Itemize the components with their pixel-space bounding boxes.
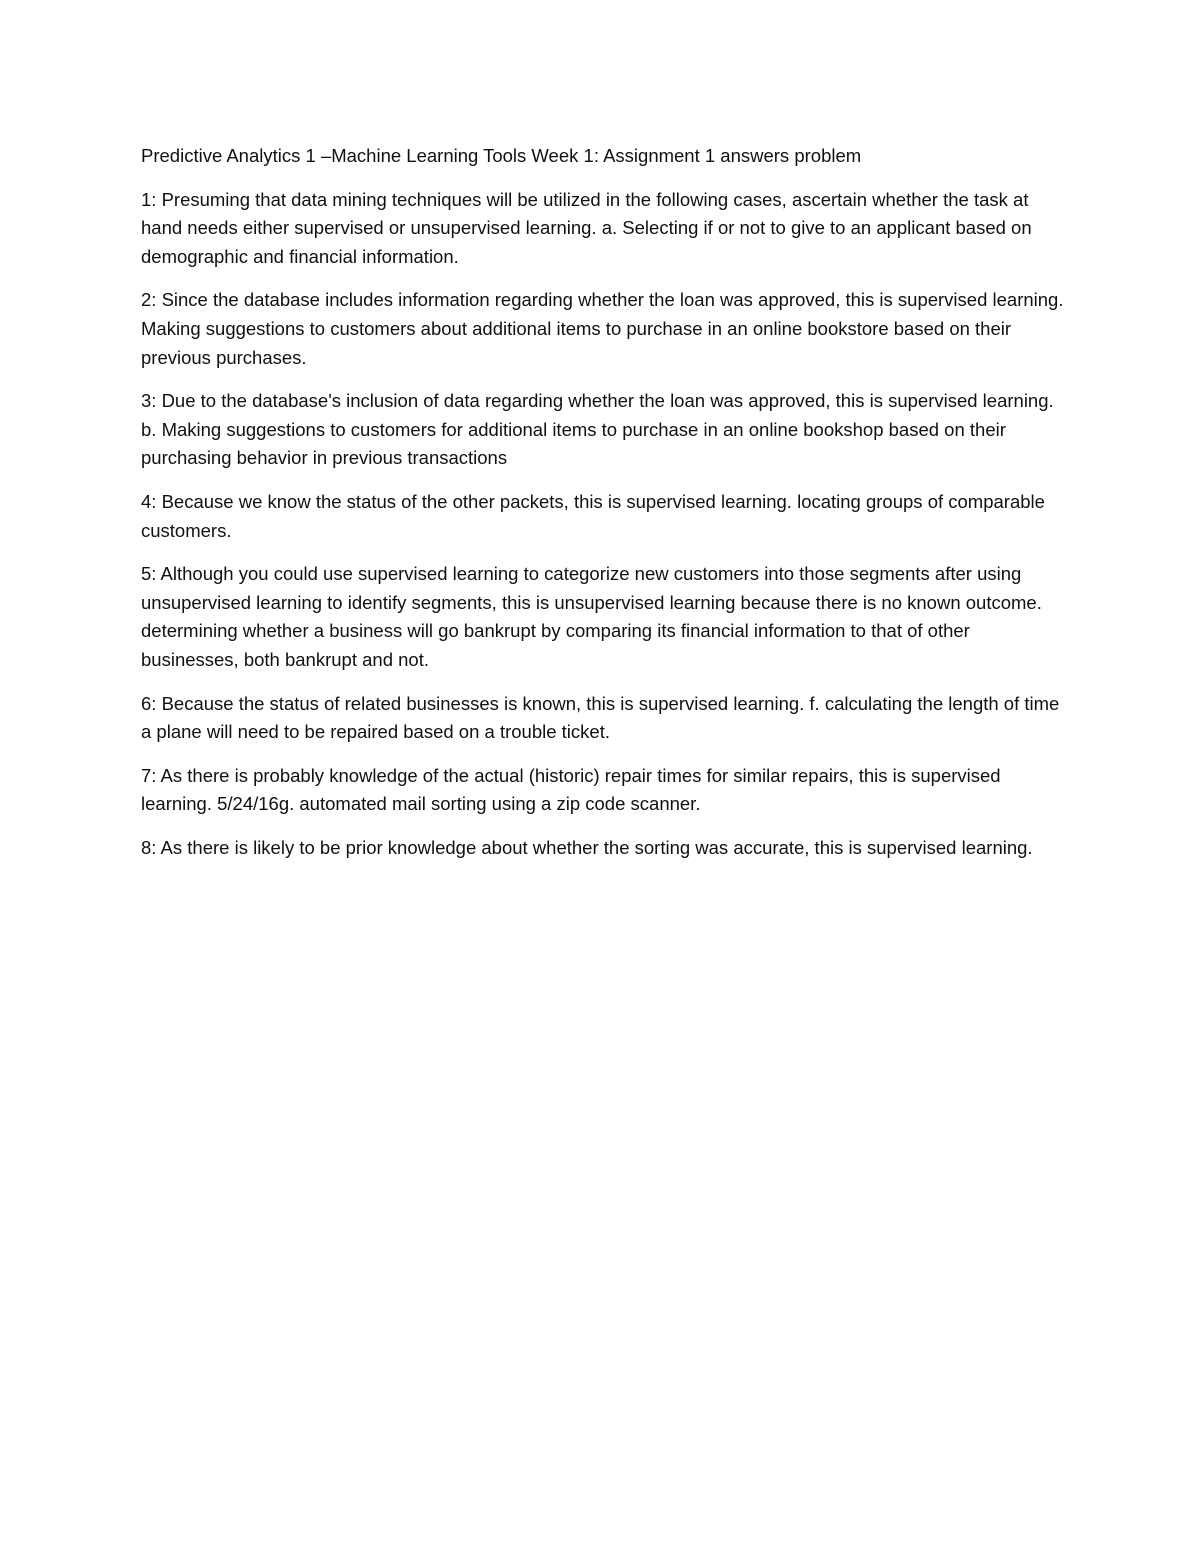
document-body	[141, 142, 1066, 877]
answer-paragraph-4: 4: Because we know the status of the other packets, this is supervised learning. locating groups of comparable customers.	[141, 490, 1045, 541]
answer-paragraph-3: 3: Due to the database's inclusion of data regarding whether the loan was approved, this is supervised learning. b. Making suggestions to customers for additional items to purchase in an online bookshop based on their purchasing behavior in previous transactions	[141, 390, 1054, 469]
answer-paragraph-1: 1: Presuming that data mining techniques will be utilized in the following cases, ascertain whether the task at hand needs either supervised or unsupervised learning. a. Selecting if or not to give to an applicant based on demographic and financial information.	[141, 188, 1032, 267]
answer-paragraph-5: 5: Although you could use supervised learning to categorize new customers into those segments after using unsupervised learning to identify segments, this is unsupervised learning because there is no known outcome. determining whether a business will go bankrupt by comparing its financial information to that of other businesses, both bankrupt and not.	[141, 563, 1042, 670]
answer-paragraph-6: 6: Because the status of related businesses is known, this is supervised learning. f. calculating the length of time a plane will need to be repaired based on a trouble ticket.	[141, 692, 1060, 743]
answer-paragraph-8: 8: As there is likely to be prior knowledge about whether the sorting was accurate, this is supervised learning.	[141, 836, 1033, 858]
document-title: Predictive Analytics 1 –Machine Learning Tools Week 1: Assignment 1 answers problem	[141, 145, 862, 166]
answer-paragraph-2: 2: Since the database includes information regarding whether the loan was approved, this is supervised learning. Making suggestions to customers about additional items to purchase in an online bookstore based on their previous purchases.	[141, 289, 1064, 368]
answer-paragraph-7: 7: As there is probably knowledge of the actual (historic) repair times for similar repairs, this is supervised learning. 5/24/16g. automated mail sorting using a zip code scanner.	[141, 764, 1001, 815]
